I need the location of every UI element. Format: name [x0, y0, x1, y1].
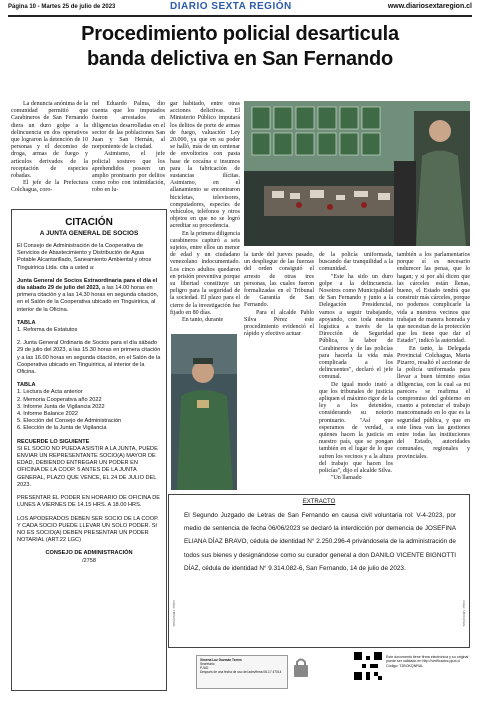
extract-body: El Segundo Juzgado de Letras de San Fernando en causa civil voluntaria rol: V-4-2023, por medio de sentencia de fecha 06/06/2023 se declaró la interdicción por demencia de JOSEFINA ELIANA DÍAZ BRAVO, cédula de identidad N° 2.250.296-4 privándosela de la administración de todos sus bienes y designándose como su curador general a don DANILO VICENTE BIGNOTTI DÍAZ, cédula de identidad N° 9.314.082-6, San Fernando, 14 de julio de 2023.: [184, 512, 456, 572]
article-paragraph: gar habitado, entre otras acciones delictivas. El Ministerio Público imputará los delitos de porte de armas de fuego, valuación Ley 20.000, ya que en su poder se halló, más de un centenar de envoltorios con pasta base de cocaína e insumos para la fabricación de sustancias ilícitas. Asimismo, en el allanamiento se encontraron bicicletas, televisores, computadores, especies de vehículos, teléfonos y otros objetos en que no se logró acreditar su procedencia.: [170, 101, 240, 230]
article-column-4: [319, 252, 393, 492]
article-paragraph: también a los parlamentarios porque sí es necesario endurecer las penas, que lo hagan; y si por ahí dicen que las cárceles están llenas, bueno, el Estado tendrá que construir más cárceles, porque no podemos complicarle la vida a nuestros vecinos que trabajan de manera honrada y que necesitan de la protección que les tiene que dar el Estado", indicó la autoridad.: [397, 252, 470, 345]
website-url[interactable]: www.diariosextaregion.cl: [387, 3, 472, 10]
article-column-3: [170, 101, 240, 333]
table-1-title: TABLA: [17, 319, 36, 326]
article-paragraph: "Este ha sido un duro golpe a la delincuencia. Nosotros como Municipalidad de San Fernando y junto a la Delegación Presidencial, vamos a seguir trabajando, apoyando, con toda nuestra logística a través de la Dirección de Seguridad Pública, la labor de Carabineros y de las policías para hacerla la vida más complicada a los delincuentes", declaró el jefe comunal.: [319, 273, 393, 381]
legal-extract: [168, 494, 470, 648]
article-paragraph: En tanto, la Delegada Provincial Colchagua, Marta Pizarro, resaltó el accionar de la policía uniformada para llevar a buen término estas diligencias, con la cual «a mi parecer» se reafirma el compromiso del gobierno en cuanto a potenciar el trabajo mancomunado en lo que es la seguridad pública, y que en este línea van las gestiones entre todas las instituciones del Estado, autoridades comunales, regionales y provinciales.: [397, 345, 470, 460]
present-text: PRESENTAR EL PODER EN HORARIO DE OFICINA DE LUNES A VIERNES DE 14.15 HRS. A 18.00 HRS.: [17, 495, 160, 509]
article-column-1: [11, 101, 88, 205]
citation-notice: [11, 209, 167, 691]
table-2-title: TABLA: [17, 382, 36, 389]
article-paragraph: de la policía uniformada, buscando dar tranquilidad a la comunidad.: [319, 252, 393, 273]
article-paragraph: la tarde del jueves pasado, un despliegue de las fuerzas del orden consiguió el arresto de otras tres personas, las cuales fueron formalizadas en el Tribunal de Garantía de San Fernando.: [244, 252, 314, 309]
extract-title: EXTRACTO: [302, 499, 336, 505]
table-2-list: [17, 389, 161, 432]
article-column-5: [397, 252, 470, 492]
qr-verification-text: [386, 655, 472, 668]
citation-signature: CONSEJO DE ADMINISTRACIÓN: [45, 550, 133, 557]
page-bottom-fade: [0, 693, 480, 713]
article-paragraph: Para el alcalde Pablo Silva Pérez este procedimiento evidenció el rápido y efectivo actuar: [244, 309, 314, 338]
qr-text: Este documento tiene firma electrónica y su original puede ser validado en http://verificadoc.pjud.cl: [386, 655, 469, 664]
citation-subtitle: A JUNTA GENERAL DE SOCIOS: [39, 230, 139, 237]
signer-detail: Después de una fecha de uso del adm/firma 06-17 47014: [200, 670, 282, 674]
article-paragraph: El jefe de la Prefectura Colchagua, coro-: [11, 180, 88, 194]
qr-code-icon[interactable]: [354, 652, 382, 680]
citation-extraordinary-rest: a las 14.00 horas en primera citación y a las 14.30 horas en segunda citación, en el Salón de la Cooperativa ubicado en Tinguiririca, al interior de la Oficina.: [17, 285, 159, 313]
list-item: 6. Elección de la Junta de Vigilancia: [17, 425, 107, 432]
electronic-signature: [196, 655, 288, 689]
citation-ordinary: 2. Junta General Ordinaria de Socios para el día sábado 29 de julio del 2023, a las 15.30 horas en primera citación y a las 16.00 horas en segunda citación, en el Salón de la Cooperativa ubicado en Tinguiririca, al interior de la Oficina.: [17, 340, 161, 376]
article-paragraph: De igual modo instó a que los tribunales de justicia apliquen el máximo rigor de la ley a los detenidos, considerando su notorio prontuario. "Así que esperamos de verdad, a quienes hacen la justicia en nuestro país, que se pongan también en el lugar de lo que sufren los vecinos y a la altura del trabajo que hacen los policías", dijo el alcalde Silva.: [319, 381, 393, 475]
page-info: Página 10 - Martes 25 de julio de 2023: [8, 4, 116, 10]
qr-code-label: Código: TJBOKQNRAL: [386, 663, 424, 668]
signer-role: Secretario: [200, 662, 215, 666]
citation-code: /2758: [82, 557, 96, 564]
article-paragraph: nel Eduardo Palma, dio cuenta que los imputados fueron arrestados en diligencias desarrolladas en el sector de las poblaciones San Juan y San Hernán, al norponiente de la ciudad.: [92, 101, 165, 151]
newspaper-name: DIARIO SEXTA REGIÓN: [170, 1, 292, 12]
citation-intro: El Consejo de Administración de la Cooperativa de Servicios de Abastecimiento y Distribución de Agua Potable Alcantarillado, Saneamiento Ambiental y otros Tinguiririca Ltda. cita a usted a:: [17, 243, 152, 271]
list-item: 5. Elección del Consejo de Administración: [17, 418, 122, 425]
article-column-3b: [244, 252, 314, 338]
remember-title: RECUERDE LO SIGUIENTE: [17, 438, 90, 445]
officer-photo: [171, 334, 237, 490]
article-column-2: [92, 101, 165, 205]
list-item: 3. Informe Junta de Vigilancia 2022: [17, 403, 105, 410]
article-paragraph: En la primera diligencia carabineros capturó a seis sujetos, entre ellos un menor de edad y un ciudadano venezolano indocumentado. Los cinco adultos quedaron en prisión preventiva porque su libertad constituye un peligro para la seguridad de la sociedad. El plazo para el cierre de la investigación fue fijado en 80 días.: [170, 230, 240, 316]
police-operation-photo: [244, 101, 470, 246]
signer-court: PJUD: [200, 666, 209, 670]
list-item: 4. Informe Balance 2022: [17, 411, 78, 418]
article-column-3c: [244, 334, 314, 490]
article-paragraph: La denuncia anónima de la comunidad permitió que Carabineros de San Fernando diera un duro golpe a la delincuencia en dos operativos que lograron la detención de 10 personas y el decomiso de droga, armas de fuego y artículos derivados de la receptación de especies robadas.: [11, 101, 88, 180]
lock-icon: [292, 656, 310, 678]
article-paragraph: Asimismo, el jefe policial sostuvo que los aprehendidos poseen un amplio prontuario por delitos como robo con intimidación, robo en lu-: [92, 151, 165, 194]
citation-extraordinary: [17, 278, 161, 314]
proxy-text: LOS APODERADOS DEBEN SER SOCIO DE LA COOP. Y CADA SOCIO PUEDE LLEVAR UN SOLO PODER. SI NO ES SOCIO(A) DEBEN PRESENTAR UN PODER NOTARIAL (ART.22 LGC): [17, 515, 159, 544]
header-rule: [8, 15, 472, 17]
headline-line-2: banda delictiva en San Fernando: [86, 48, 394, 70]
citation-extraordinary-bold: Junta General de Socios Extraordinaria para el día el día sábado 29 de julio del 2023,: [17, 277, 158, 292]
remember-text: SI EL SOCIO NO PUEDA ASISTIR A LA JUNTA, PUEDE ENVIAR UN REPRESENTANTE SOCIO(A) MAYOR DE EDAD, DEBIENDO ENTREGAR UN PODER EN OFICINA DE LA COOP. 5 ANTES DE LA JUNTA GENERAL, PLAZO QUE VENCE, EL 24 DE JULIO DEL 2023.: [17, 445, 158, 488]
side-code-right: Código: TJBOKQNRAL: [462, 600, 465, 627]
headline-line-1: Procedimiento policial desarticula: [81, 23, 399, 45]
citation-title: CITACIÓN: [65, 217, 113, 228]
side-code-left: Código: TJBOKQNRAL: [172, 600, 175, 627]
article-paragraph: En tanto, durante: [182, 317, 224, 324]
article-paragraph: "Un llamado: [331, 475, 362, 482]
list-item: 2. Memoria Cooperativa año 2022: [17, 396, 102, 403]
signer-name: Ximena Luz Guzmán Torres: [200, 658, 242, 662]
list-item: 1. Lectura de Acta anterior: [17, 389, 83, 396]
list-item: 1. Reforma de Estatutos: [17, 327, 78, 334]
table-1-list: [17, 327, 161, 334]
